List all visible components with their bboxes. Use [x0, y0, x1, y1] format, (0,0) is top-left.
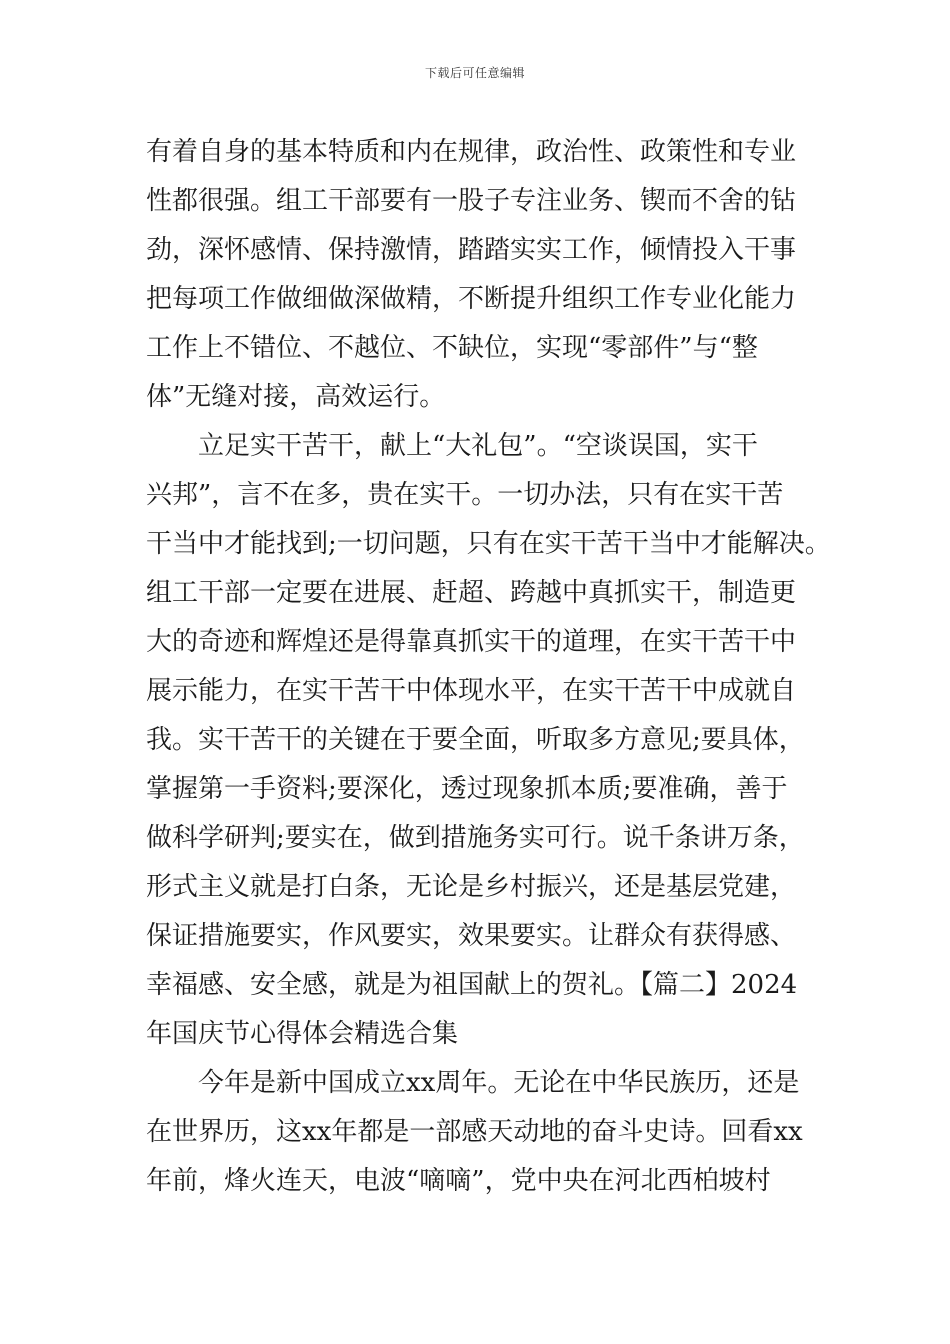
page-header: 下载后可任意编辑: [424, 66, 525, 80]
text-line: 在世界历，这xx年都是一部感天动地的奋斗史诗。回看xx: [146, 1117, 803, 1147]
text-line: 年国庆节心得体会精选合集: [146, 1019, 459, 1049]
text-line: 今年是新中国成立xx周年。无论在中华民族历，还是: [198, 1068, 800, 1098]
text-line: 组工干部一定要在进展、赶超、跨越中真抓实干，制造更: [146, 578, 797, 608]
text-line: 掌握第一手资料;要深化，透过现象抓本质;要准确，善于: [146, 774, 788, 804]
text-line: 做科学研判;要实在，做到措施务实可行。说千条讲万条，: [146, 823, 805, 853]
text-line: 保证措施要实，作风要实，效果要实。让群众有获得感、: [146, 921, 797, 951]
text-line: 干当中才能找到;一切问题，只有在实干苦干当中才能解决。: [146, 529, 831, 559]
text-line: 劲，深怀感情、保持激情，踏踏实实工作，倾情投入干事: [146, 235, 797, 265]
text-line: 性都很强。组工干部要有一股子专注业务、锲而不舍的钻: [146, 186, 797, 216]
text-line: 幸福感、安全感，就是为祖国献上的贺礼。【篇二】2024: [146, 970, 798, 1000]
document-body: [146, 128, 831, 1206]
text-line: 工作上不错位、不越位、不缺位，实现“零部件”与“整: [146, 333, 758, 363]
text-line: 我。实干苦干的关键在于要全面，听取多方意见;要具体，: [146, 725, 805, 755]
text-line: 兴邦”，言不在多，贵在实干。一切办法，只有在实干苦: [146, 480, 784, 510]
text-line: 年前，烽火连天，电波“嘀嘀”，党中央在河北西柏坡村: [146, 1166, 771, 1196]
text-line: 立足实干苦干，献上“大礼包”。“空谈误国，实干: [198, 431, 758, 461]
text-line: 展示能力，在实干苦干中体现水平，在实干苦干中成就自: [146, 676, 797, 706]
text-line: 形式主义就是打白条，无论是乡村振兴，还是基层党建，: [146, 872, 797, 902]
text-line: 把每项工作做细做深做精，不断提升组织工作专业化能力: [146, 284, 797, 314]
text-line: 大的奇迹和辉煌还是得靠真抓实干的道理，在实干苦干中: [146, 627, 797, 657]
text-line: 体”无缝对接，高效运行。: [146, 382, 446, 412]
text-line: 有着自身的基本特质和内在规律，政治性、政策性和专业: [146, 137, 797, 167]
